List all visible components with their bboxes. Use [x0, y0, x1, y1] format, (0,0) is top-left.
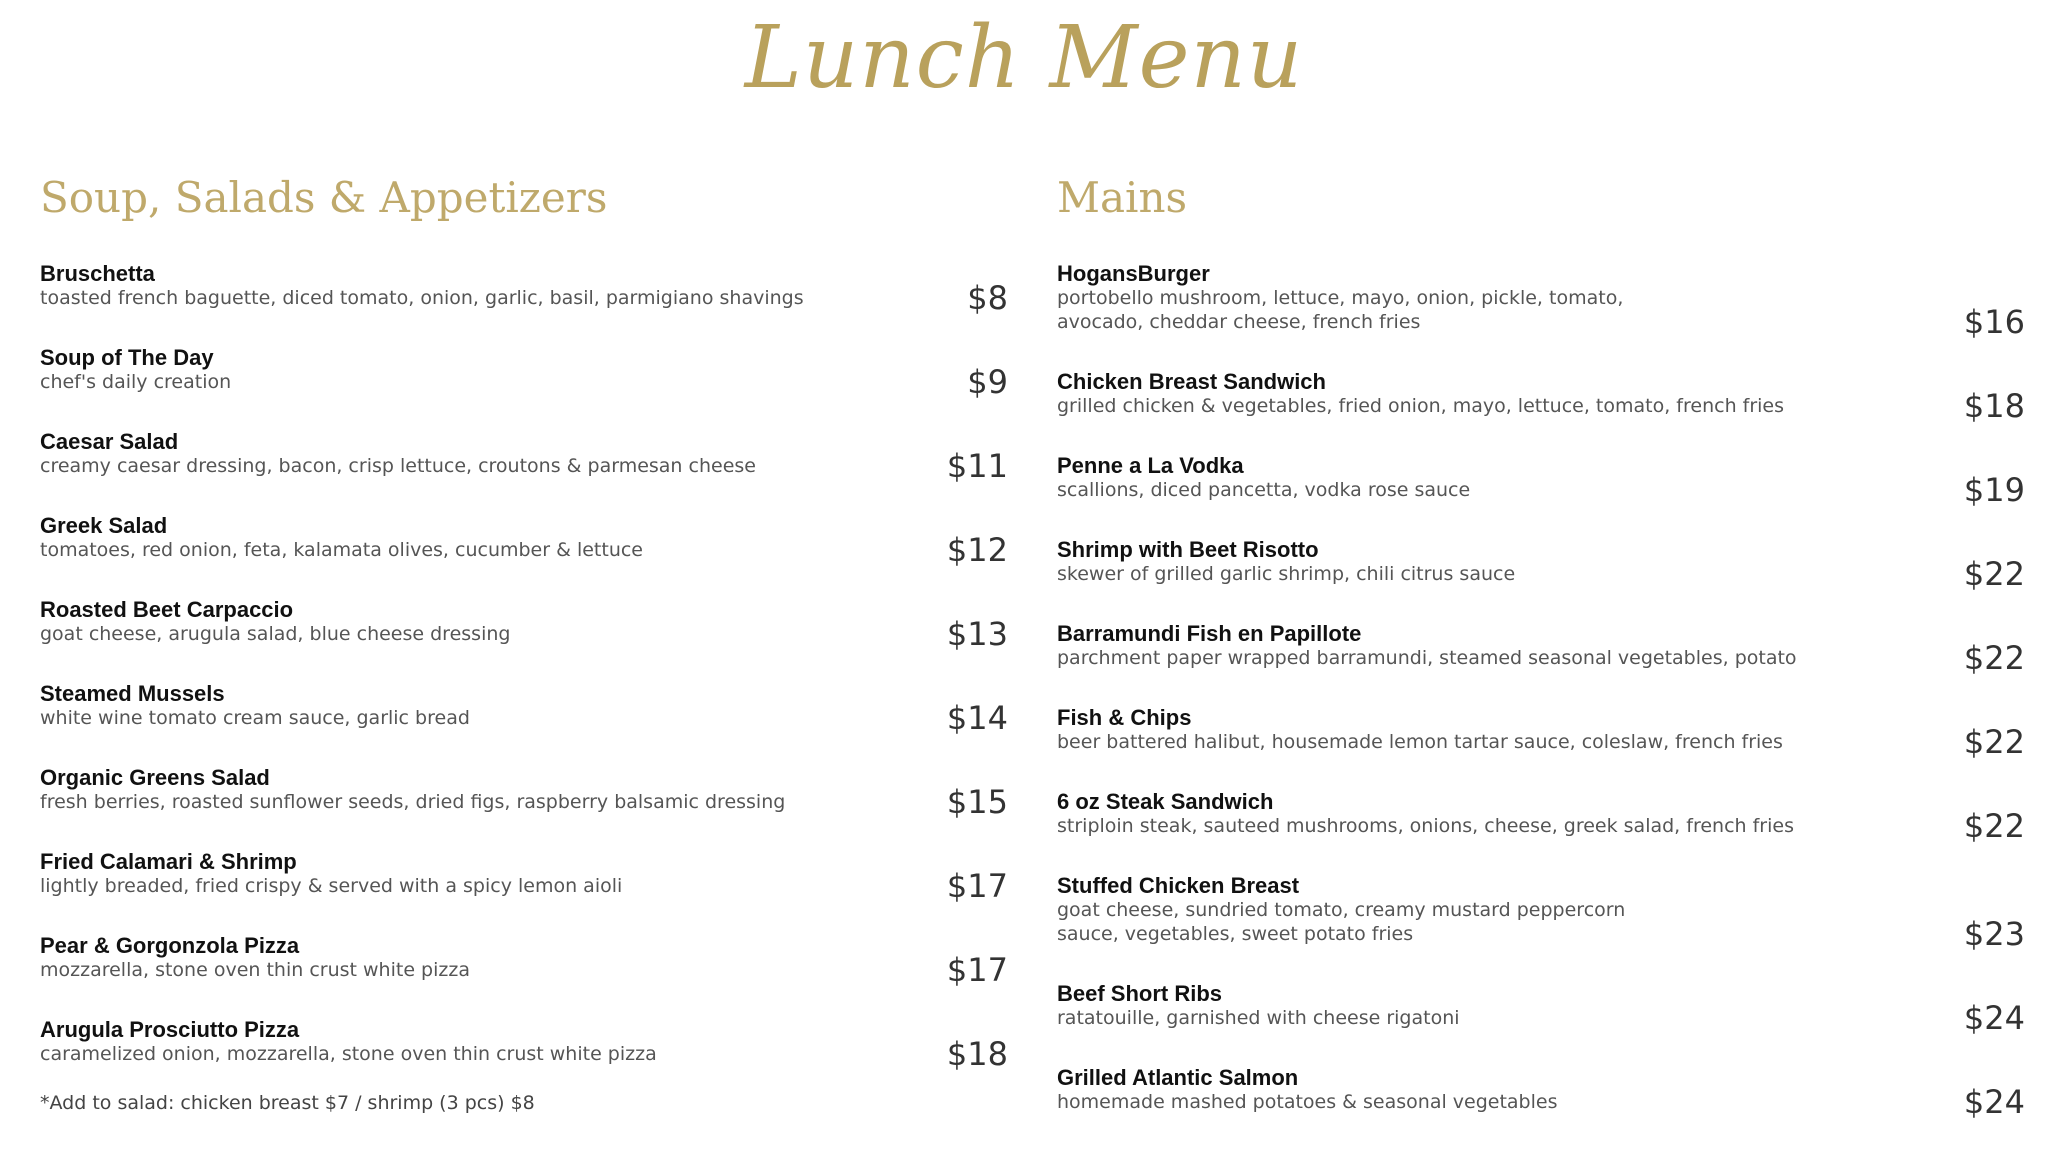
- menu-item: [40, 598, 1008, 682]
- menu-item: [1057, 370, 2025, 454]
- item-price: $12: [946, 531, 1008, 569]
- item-name: Steamed Mussels: [40, 681, 225, 706]
- item-price: $17: [946, 867, 1008, 905]
- item-name: Chicken Breast Sandwich: [1057, 369, 1326, 394]
- menu-item: [40, 514, 1008, 598]
- item-name: Caesar Salad: [40, 429, 179, 454]
- item-description: lightly breaded, fried crispy & served with a spicy lemon aioli: [40, 875, 623, 897]
- item-description: chef's daily creation: [40, 371, 232, 393]
- item-price: $22: [1963, 807, 2025, 845]
- menu-item: [1057, 262, 2025, 370]
- menu-item: [1057, 706, 2025, 790]
- item-description: toasted french baguette, diced tomato, onion, garlic, basil, parmigiano shavings: [40, 287, 804, 309]
- item-description: beer battered halibut, housemade lemon tartar sauce, coleslaw, french fries: [1057, 731, 1783, 753]
- item-description: homemade mashed potatoes & seasonal vegetables: [1057, 1091, 1558, 1113]
- item-name: Shrimp with Beet Risotto: [1057, 537, 1319, 562]
- item-price: $19: [1963, 471, 2025, 509]
- item-price: $13: [946, 615, 1008, 653]
- item-price: $23: [1963, 915, 2025, 953]
- mains-section: [1057, 170, 2025, 1150]
- menu-item: [1057, 874, 2025, 982]
- menu-item: [40, 430, 1008, 514]
- item-name: Pear & Gorgonzola Pizza: [40, 933, 300, 958]
- item-price: $14: [946, 699, 1008, 737]
- item-price: $24: [1963, 1083, 2025, 1121]
- menu-item: [40, 1018, 1008, 1102]
- salad-add-on-note: *Add to salad: chicken breast $7 / shrimp (3 pcs) $8: [40, 1092, 535, 1114]
- item-name: Grilled Atlantic Salmon: [1057, 1065, 1299, 1090]
- item-description: mozzarella, stone oven thin crust white pizza: [40, 959, 470, 981]
- appetizers-section: [40, 170, 1008, 1114]
- item-name: Penne a La Vodka: [1057, 453, 1244, 478]
- item-name: Organic Greens Salad: [40, 765, 270, 790]
- item-description: portobello mushroom, lettuce, mayo, onion, pickle, tomato, avocado, cheddar cheese, french fries: [1057, 287, 1624, 333]
- item-name: 6 oz Steak Sandwich: [1057, 789, 1274, 814]
- item-name: Roasted Beet Carpaccio: [40, 597, 294, 622]
- item-price: $18: [946, 1035, 1008, 1073]
- item-name: Beef Short Ribs: [1057, 981, 1223, 1006]
- item-description: tomatoes, red onion, feta, kalamata olives, cucumber & lettuce: [40, 539, 643, 561]
- menu-title: Lunch Menu: [744, 8, 1304, 108]
- item-price: $24: [1963, 999, 2025, 1037]
- item-description: striploin steak, sauteed mushrooms, onions, cheese, greek salad, french fries: [1057, 815, 1794, 837]
- item-price: $15: [946, 783, 1008, 821]
- item-description: goat cheese, arugula salad, blue cheese dressing: [40, 623, 511, 645]
- menu-item: [1057, 790, 2025, 874]
- menu-item: [1057, 622, 2025, 706]
- item-name: Bruschetta: [40, 261, 155, 286]
- menu-item: [1057, 538, 2025, 622]
- item-price: $9: [967, 363, 1008, 401]
- menu-item: [40, 346, 1008, 430]
- menu-item: [1057, 982, 2025, 1066]
- item-name: Barramundi Fish en Papillote: [1057, 621, 1362, 646]
- item-price: $16: [1963, 303, 2025, 341]
- item-price: $17: [946, 951, 1008, 989]
- menu-item: [40, 850, 1008, 934]
- item-description: grilled chicken & vegetables, fried onion, mayo, lettuce, tomato, french fries: [1057, 395, 1785, 417]
- item-description: parchment paper wrapped barramundi, steamed seasonal vegetables, potato: [1057, 647, 1797, 669]
- item-description: caramelized onion, mozzarella, stone oven thin crust white pizza: [40, 1043, 657, 1065]
- menu-item: [1057, 454, 2025, 538]
- item-description: skewer of grilled garlic shrimp, chili citrus sauce: [1057, 563, 1516, 585]
- item-price: $22: [1963, 555, 2025, 593]
- section-heading-appetizers: Soup, Salads & Appetizers: [40, 173, 608, 222]
- item-name: Stuffed Chicken Breast: [1057, 873, 1300, 898]
- item-name: Fish & Chips: [1057, 705, 1192, 730]
- item-description: white wine tomato cream sauce, garlic bread: [40, 707, 470, 729]
- item-name: Greek Salad: [40, 513, 168, 538]
- item-price: $11: [946, 447, 1008, 485]
- item-description: creamy caesar dressing, bacon, crisp lettuce, croutons & parmesan cheese: [40, 455, 756, 477]
- menu-item: [1057, 1066, 2025, 1150]
- item-description: scallions, diced pancetta, vodka rose sauce: [1057, 479, 1471, 501]
- item-price: $8: [967, 279, 1008, 317]
- item-price: $22: [1963, 723, 2025, 761]
- item-description: ratatouille, garnished with cheese rigatoni: [1057, 1007, 1460, 1029]
- menu-item: [40, 262, 1008, 346]
- menu-item: [40, 682, 1008, 766]
- item-name: Soup of The Day: [40, 345, 214, 370]
- item-name: Arugula Prosciutto Pizza: [40, 1017, 300, 1042]
- item-price: $18: [1963, 387, 2025, 425]
- menu-item: [40, 766, 1008, 850]
- item-description: goat cheese, sundried tomato, creamy mustard peppercorn sauce, vegetables, sweet potato fries: [1057, 899, 1626, 945]
- item-description: fresh berries, roasted sunflower seeds, dried figs, raspberry balsamic dressing: [40, 791, 786, 813]
- item-price: $22: [1963, 639, 2025, 677]
- item-name: Fried Calamari & Shrimp: [40, 849, 297, 874]
- section-heading-mains: Mains: [1057, 173, 1188, 222]
- item-name: HogansBurger: [1057, 261, 1210, 286]
- menu-item: [40, 934, 1008, 1018]
